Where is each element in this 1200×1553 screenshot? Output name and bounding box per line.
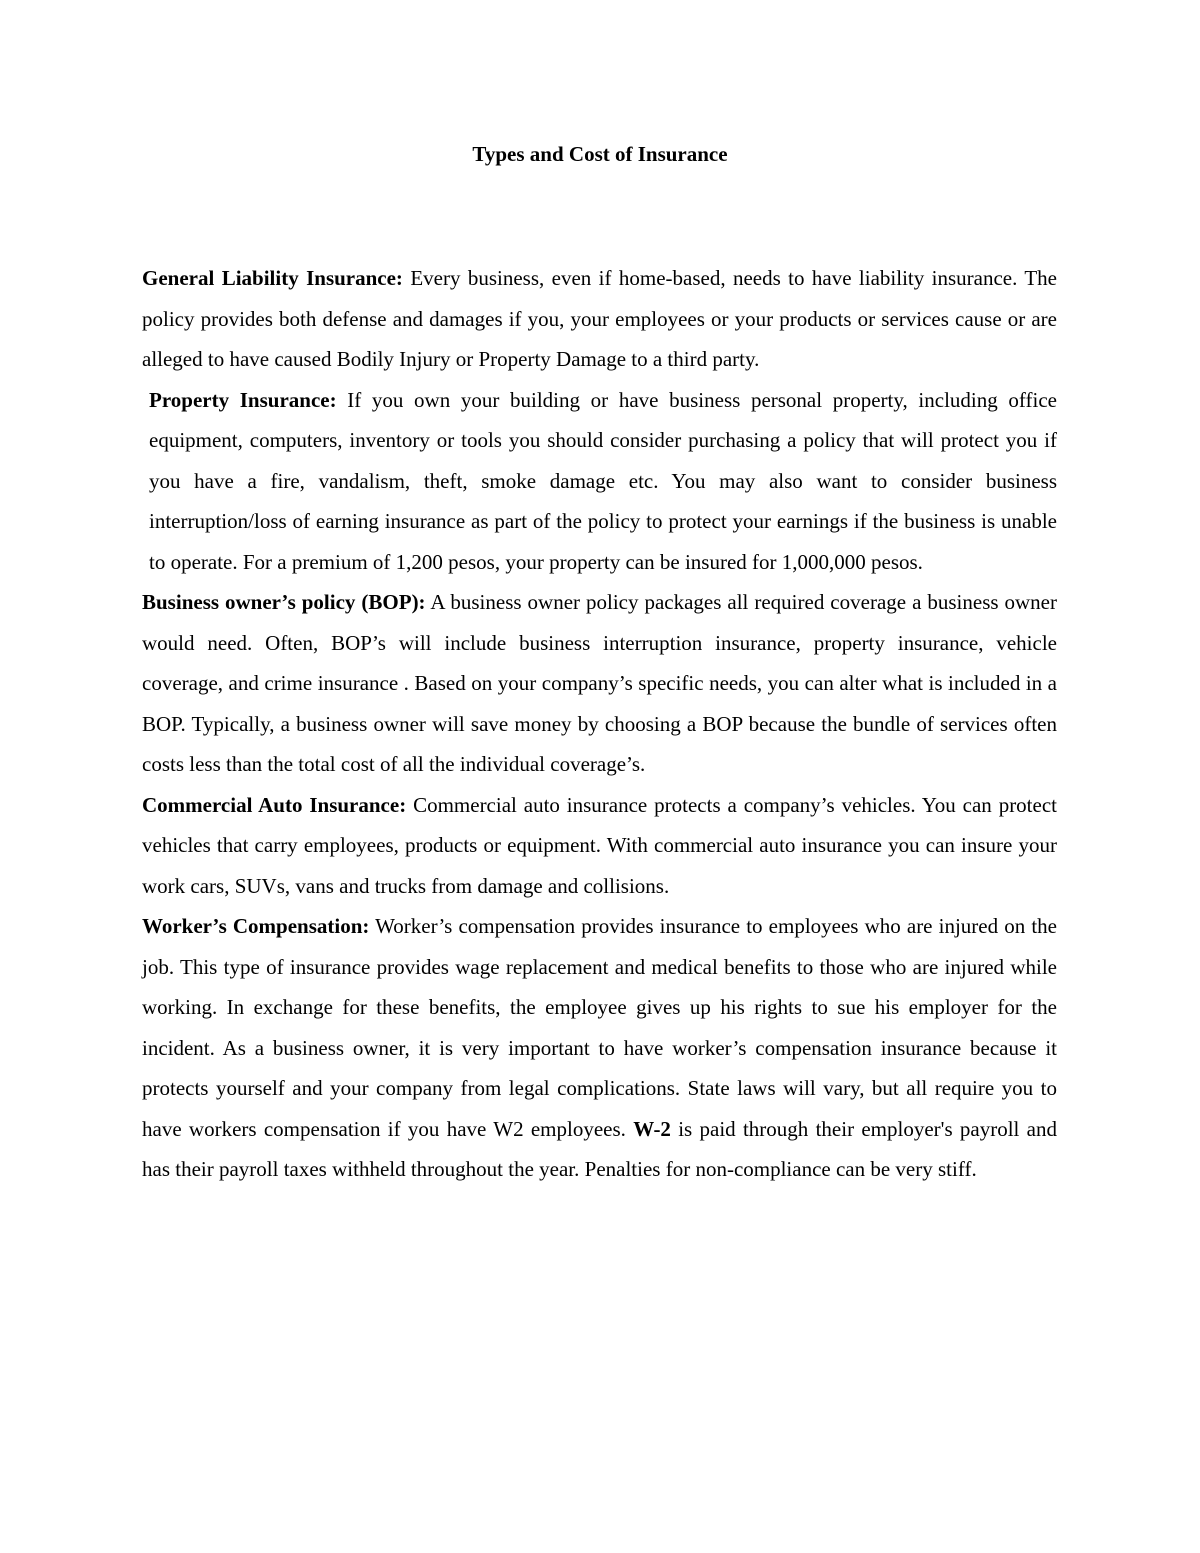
term-commercial-auto: Commercial Auto Insurance: <box>142 792 407 817</box>
paragraph-general-liability <box>142 258 1057 380</box>
text-general-liability: Every business, even if home-based, needs to have liability insurance. The policy provides both defense and damages if you, your employees or your products or services cause or are alleged to have caused Bodily Injury or Property Damage to a third party. <box>142 266 1057 371</box>
term-business-owners-policy: Business owner’s policy (BOP): <box>142 590 426 614</box>
w2-bold-term: W-2 <box>633 1116 671 1141</box>
term-general-liability: General Liability Insurance: <box>142 266 403 290</box>
document-body <box>142 258 1057 1190</box>
term-workers-compensation: Worker’s Compensation: <box>142 914 370 938</box>
paragraph-property-insurance <box>142 380 1057 583</box>
paragraph-commercial-auto <box>142 785 1057 907</box>
term-property-insurance: Property Insurance: <box>149 387 337 412</box>
text-business-owners-policy: A business owner policy packages all required coverage a business owner would need. Often, BOP’s will include business interruption insurance, property insurance, vehicle coverage, and crime insurance . Based on your company’s specific needs, you can alter what is included in a BOP. Typically, a business owner will save money by choosing a BOP because the bundle of services often costs less than the total cost of all the individual coverage’s. <box>142 590 1058 776</box>
text-property-insurance: If you own your building or have business personal property, including office equipment, computers, inventory or tools you should consider purchasing a policy that will protect you if you have a fire, vandalism, theft, smoke damage etc. You may also want to consider business interruption/loss of earning insurance as part of the policy to protect your earnings if the business is unable to operate. For a premium of 1,200 pesos, your property can be insured for 1,000,000 pesos. <box>149 387 1057 574</box>
text-workers-compensation: Worker’s compensation provides insurance to employees who are injured on the job. This type of insurance provides wage replacement and medical benefits to those who are injured while working. In exchange for these benefits, the employee gives up his rights to sue his employer for the incident. As a business owner, it is very important to have worker’s compensation insurance because it protects yourself and your company from legal complications. State laws will vary, but all require you to have workers compensation if you have W2 employees. <box>142 914 1057 1141</box>
paragraph-business-owners-policy <box>142 582 1057 785</box>
document-title: Types and Cost of Insurance <box>472 142 728 166</box>
text-commercial-auto: Commercial auto insurance protects a company’s vehicles. You can protect vehicles that carry employees, products or equipment. With commercial auto insurance you can insure your work cars, SUVs, vans and trucks from damage and collisions. <box>142 792 1057 898</box>
paragraph-workers-compensation <box>142 906 1057 1190</box>
text-workers-compensation-after: is paid through their employer's payroll and has their payroll taxes withheld throughout the year. Penalties for non-compliance can be very stiff. <box>142 1116 1058 1181</box>
